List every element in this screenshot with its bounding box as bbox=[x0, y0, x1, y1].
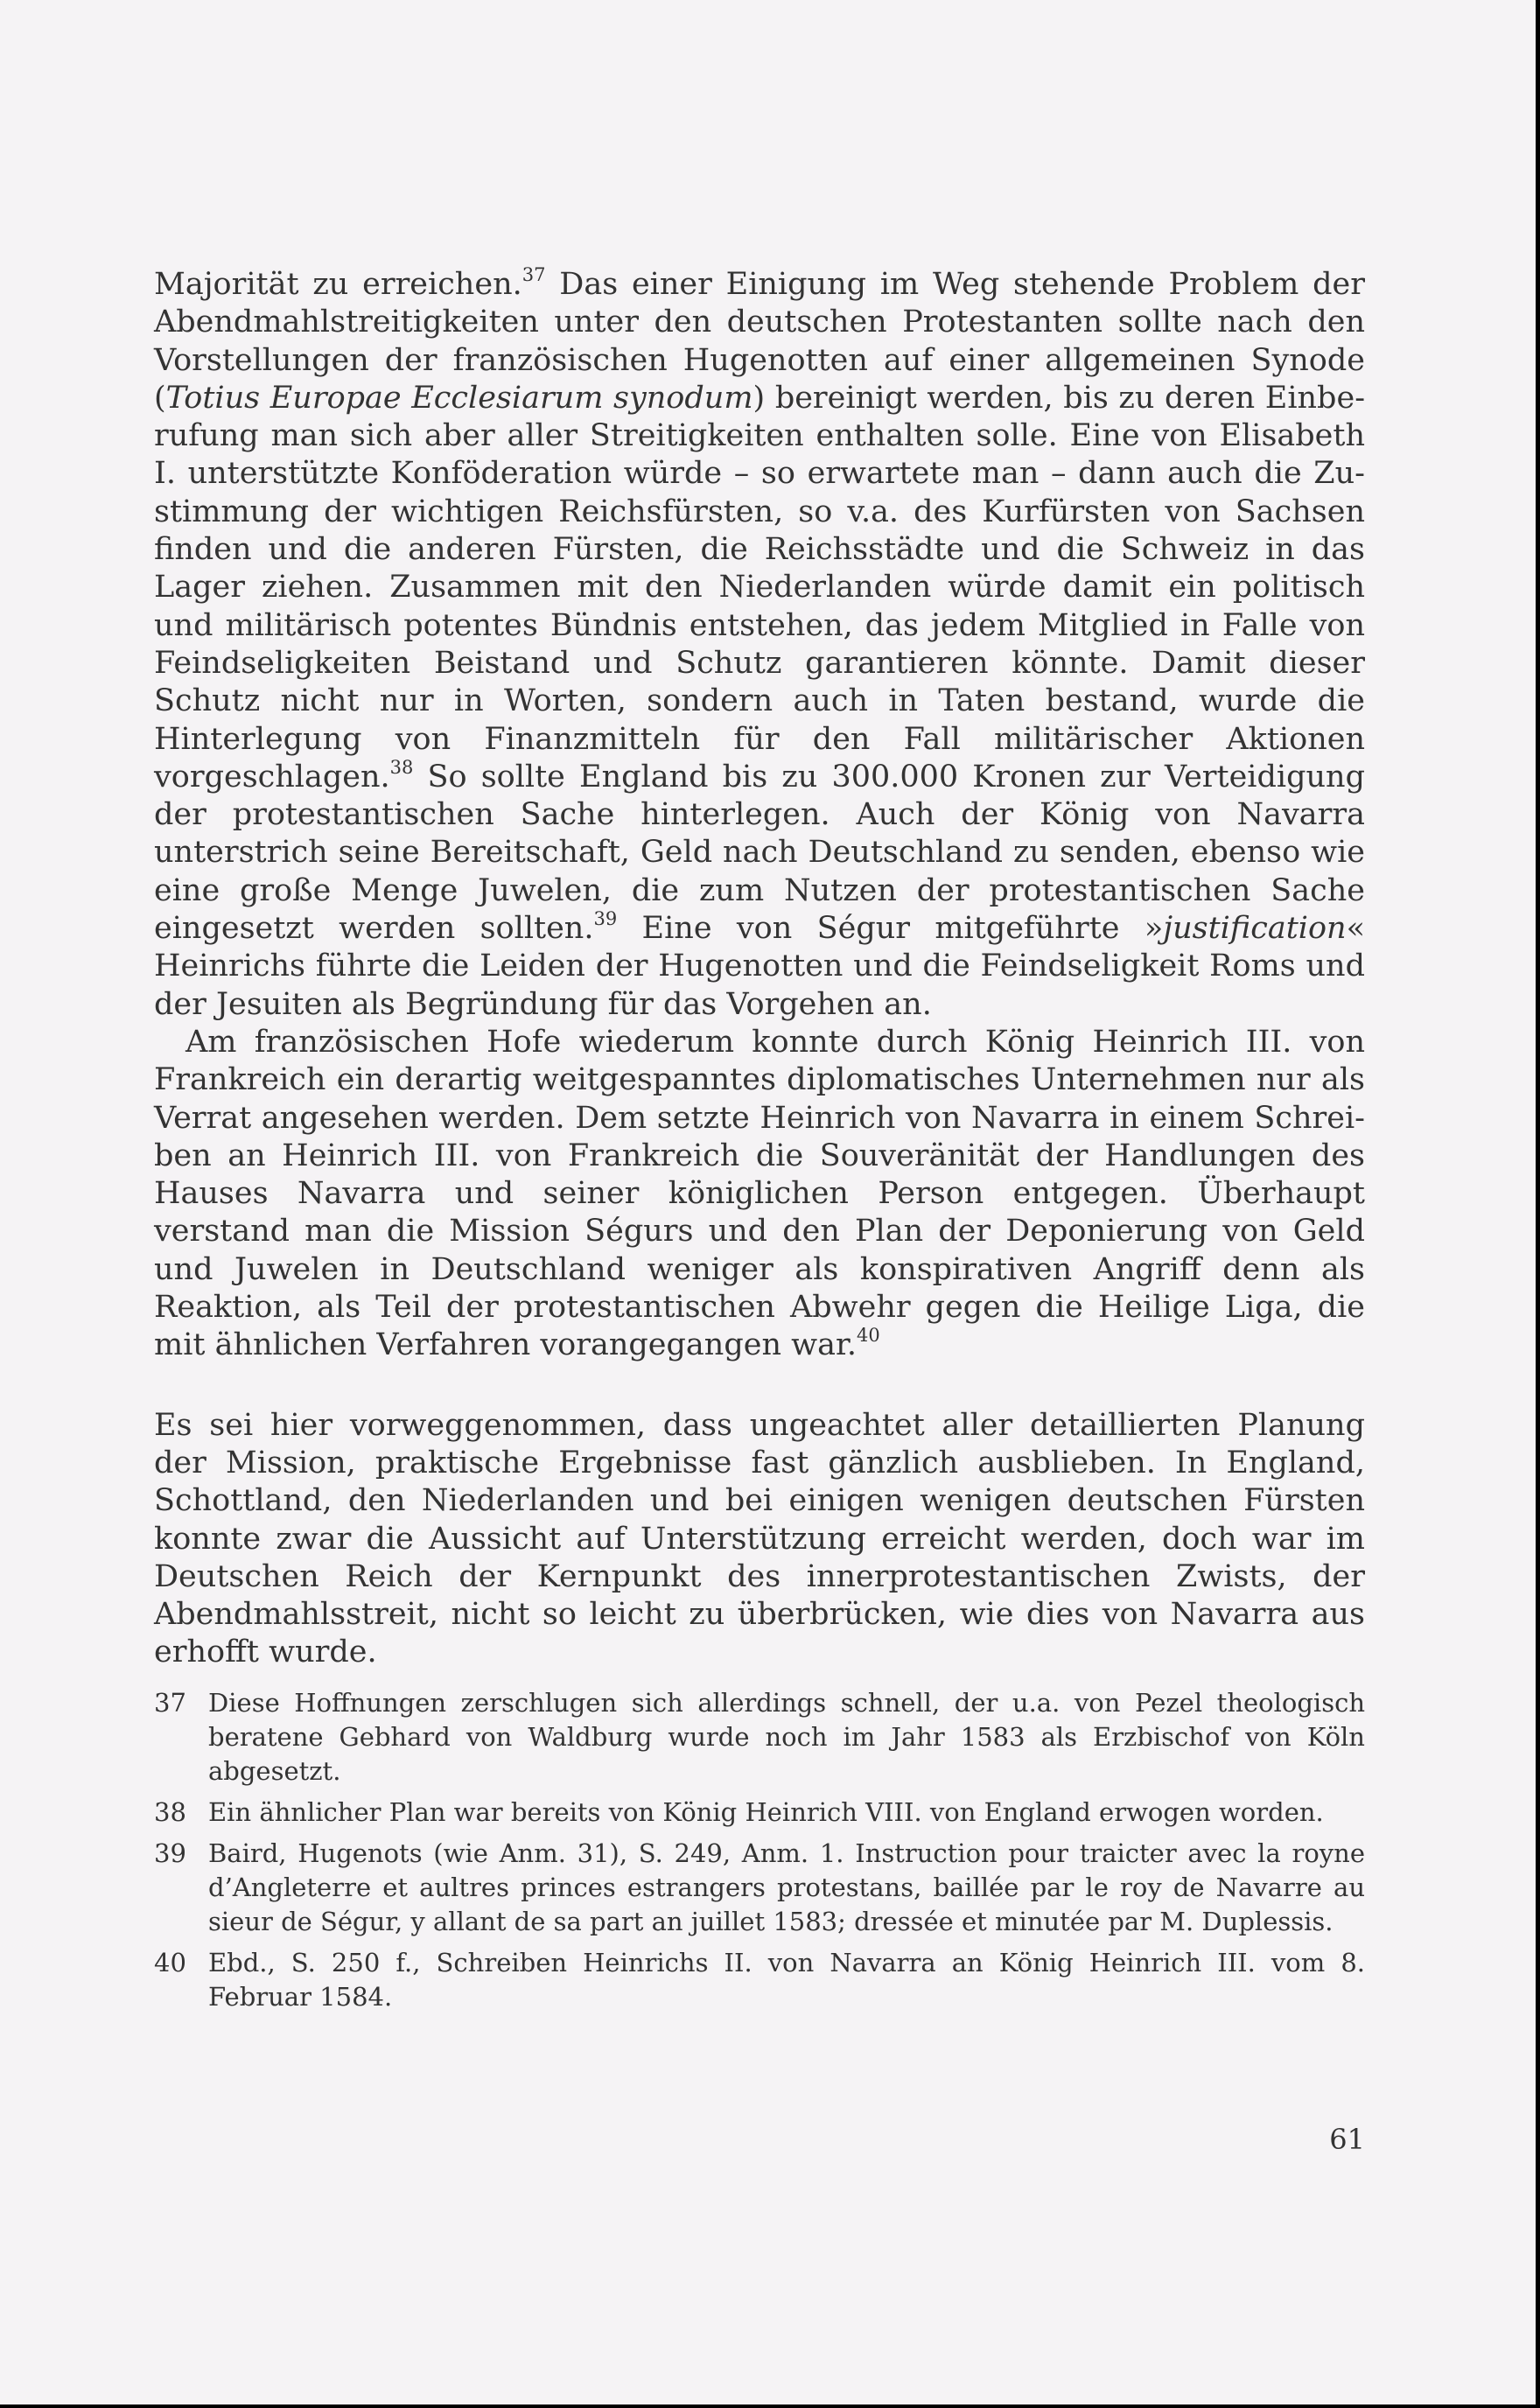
body-text bbox=[154, 266, 1365, 1672]
footnote bbox=[154, 1796, 1365, 1830]
text-run: Am französischen Hofe wiederum konnte durch König Heinrich III. von Frankreich ein derartig weitgespanntes diplomatisches Unternehmen nur als Verrat angesehen werden. Dem setzte Heinrich von Navarra in einem Schreiben an Heinrich III. von Frankreich die Souveränität der Handlungen des Hauses Navarra und seiner königlichen Person entgegen. Überhaupt verstand man die Mission Ségurs und den Plan der Deponierung von Geld und Juwelen in Deutschland weniger als konspirativen Angriff denn als Reaktion, als Teil der protestantischen Abwehr gegen die Heilige Liga, die mit ähnlichen Verfahren vorangegangen war. bbox=[154, 1024, 1365, 1363]
justification-term: justification bbox=[1163, 911, 1347, 947]
text-run: Das einer Einigung im Weg stehende Problem der Abendmahlstreitigkeiten unter den deutschen Protestanten sollte nach den Vorstellungen der französischen Hugenotten auf einer allgemeinen Synode ( bbox=[154, 267, 1365, 416]
page-number: 61 bbox=[1329, 2123, 1365, 2156]
paragraph-1 bbox=[154, 266, 1365, 1024]
text-run: Eine von Ségur mitgeführte » bbox=[617, 911, 1164, 947]
footnote-number: 38 bbox=[154, 1797, 186, 1827]
latin-phrase: Totius Europae Ecclesiarum synodum bbox=[165, 380, 753, 416]
paragraph-2 bbox=[154, 1024, 1365, 1365]
footnote bbox=[154, 1837, 1365, 1939]
footnote-ref-38[interactable]: 38 bbox=[389, 756, 414, 778]
footnote-number: 40 bbox=[154, 1948, 186, 1978]
footnote bbox=[154, 1946, 1365, 2014]
footnote-ref-40[interactable]: 40 bbox=[856, 1325, 880, 1347]
footnote-text: Ein ähnlicher Plan war bereits von König Heinrich VIII. von England erwogen worden. bbox=[208, 1797, 1324, 1827]
paragraph-3: Es sei hier vorweggenommen, dass ungeachtet aller detaillierten Planung der Mission, praktische Ergebnisse fast gänzlich ausblieben. In England, Schottland, den Niederlanden und bei einigen wenigen deutschen Fürsten konnte zwar die Aussicht auf Unterstützung erreicht werden, doch war im Deutschen Reich der Kernpunkt des innerprotestantischen Zwists, der Abendmahlsstreit, nicht so leicht zu überbrücken, wie dies von Navarra aus erhofft wurde. bbox=[154, 1407, 1365, 1670]
text-run: Majorität zu erreichen. bbox=[154, 267, 522, 302]
text-run: ) bereinigt werden, bis zu deren Einberufung man sich aber aller Streitigkeiten enthalten solle. Eine von Elisabeth I. unterstützte Konföderation würde – so erwartete man – dann auch die Zustimmung der wichtigen Reichsfürsten, so v.a. des Kurfürsten von Sachsen finden und die anderen Fürsten, die Reichsstädte und die Schweiz in das Lager ziehen. Zusammen mit den Niederlanden würde damit ein politisch und militärisch potentes Bündnis entstehen, das jedem Mitglied in Falle von Feindseligkeiten Beistand und Schutz garantieren könnte. Damit dieser Schutz nicht nur in Worten, sondern auch in Taten bestand, wurde die Hinterlegung von Finanzmitteln für den Fall militärischer Aktionen vorgeschlagen. bbox=[154, 380, 1366, 794]
footnote-number: 37 bbox=[154, 1688, 186, 1718]
footnote bbox=[154, 1686, 1365, 1788]
footnotes bbox=[154, 1686, 1365, 2021]
text-run: « Heinrichs führte die Leiden der Hugenotten und die Feindseligkeit Roms und der Jesuiten als Begründung für das Vorgehen an. bbox=[154, 911, 1365, 1022]
footnote-ref-37[interactable]: 37 bbox=[522, 264, 546, 285]
footnote-text: Baird, Hugenots (wie Anm. 31), S. 249, Anm. 1. Instruction pour traicter avec la royne d’Angleterre et aultres princes estrangers protestans, baillée par le roy de Navarre au sieur de Ségur, y allant de sa part an juillet 1583; dressée et minutée par M. Duplessis. bbox=[208, 1838, 1365, 1936]
footnote-text: Diese Hoffnungen zerschlugen sich allerdings schnell, der u.a. von Pezel theologisch beratene Gebhard von Waldburg wurde noch im Jahr 1583 als Erzbischof von Köln abgesetzt. bbox=[208, 1688, 1365, 1786]
footnote-ref-39[interactable]: 39 bbox=[593, 908, 618, 930]
footnote-number: 39 bbox=[154, 1838, 186, 1868]
text-run: So sollte England bis zu 300.000 Kronen zur Verteidigung der protestantischen Sache hinterlegen. Auch der König von Navarra unterstrich seine Bereitschaft, Geld nach Deutschland zu senden, ebenso wie eine große Menge Juwelen, die zum Nutzen der protestantischen Sache eingesetzt werden sollten. bbox=[154, 759, 1365, 947]
footnote-text: Ebd., S. 250 f., Schreiben Heinrichs II. von Navarra an König Heinrich III. vom 8. Februar 1584. bbox=[208, 1948, 1365, 2012]
